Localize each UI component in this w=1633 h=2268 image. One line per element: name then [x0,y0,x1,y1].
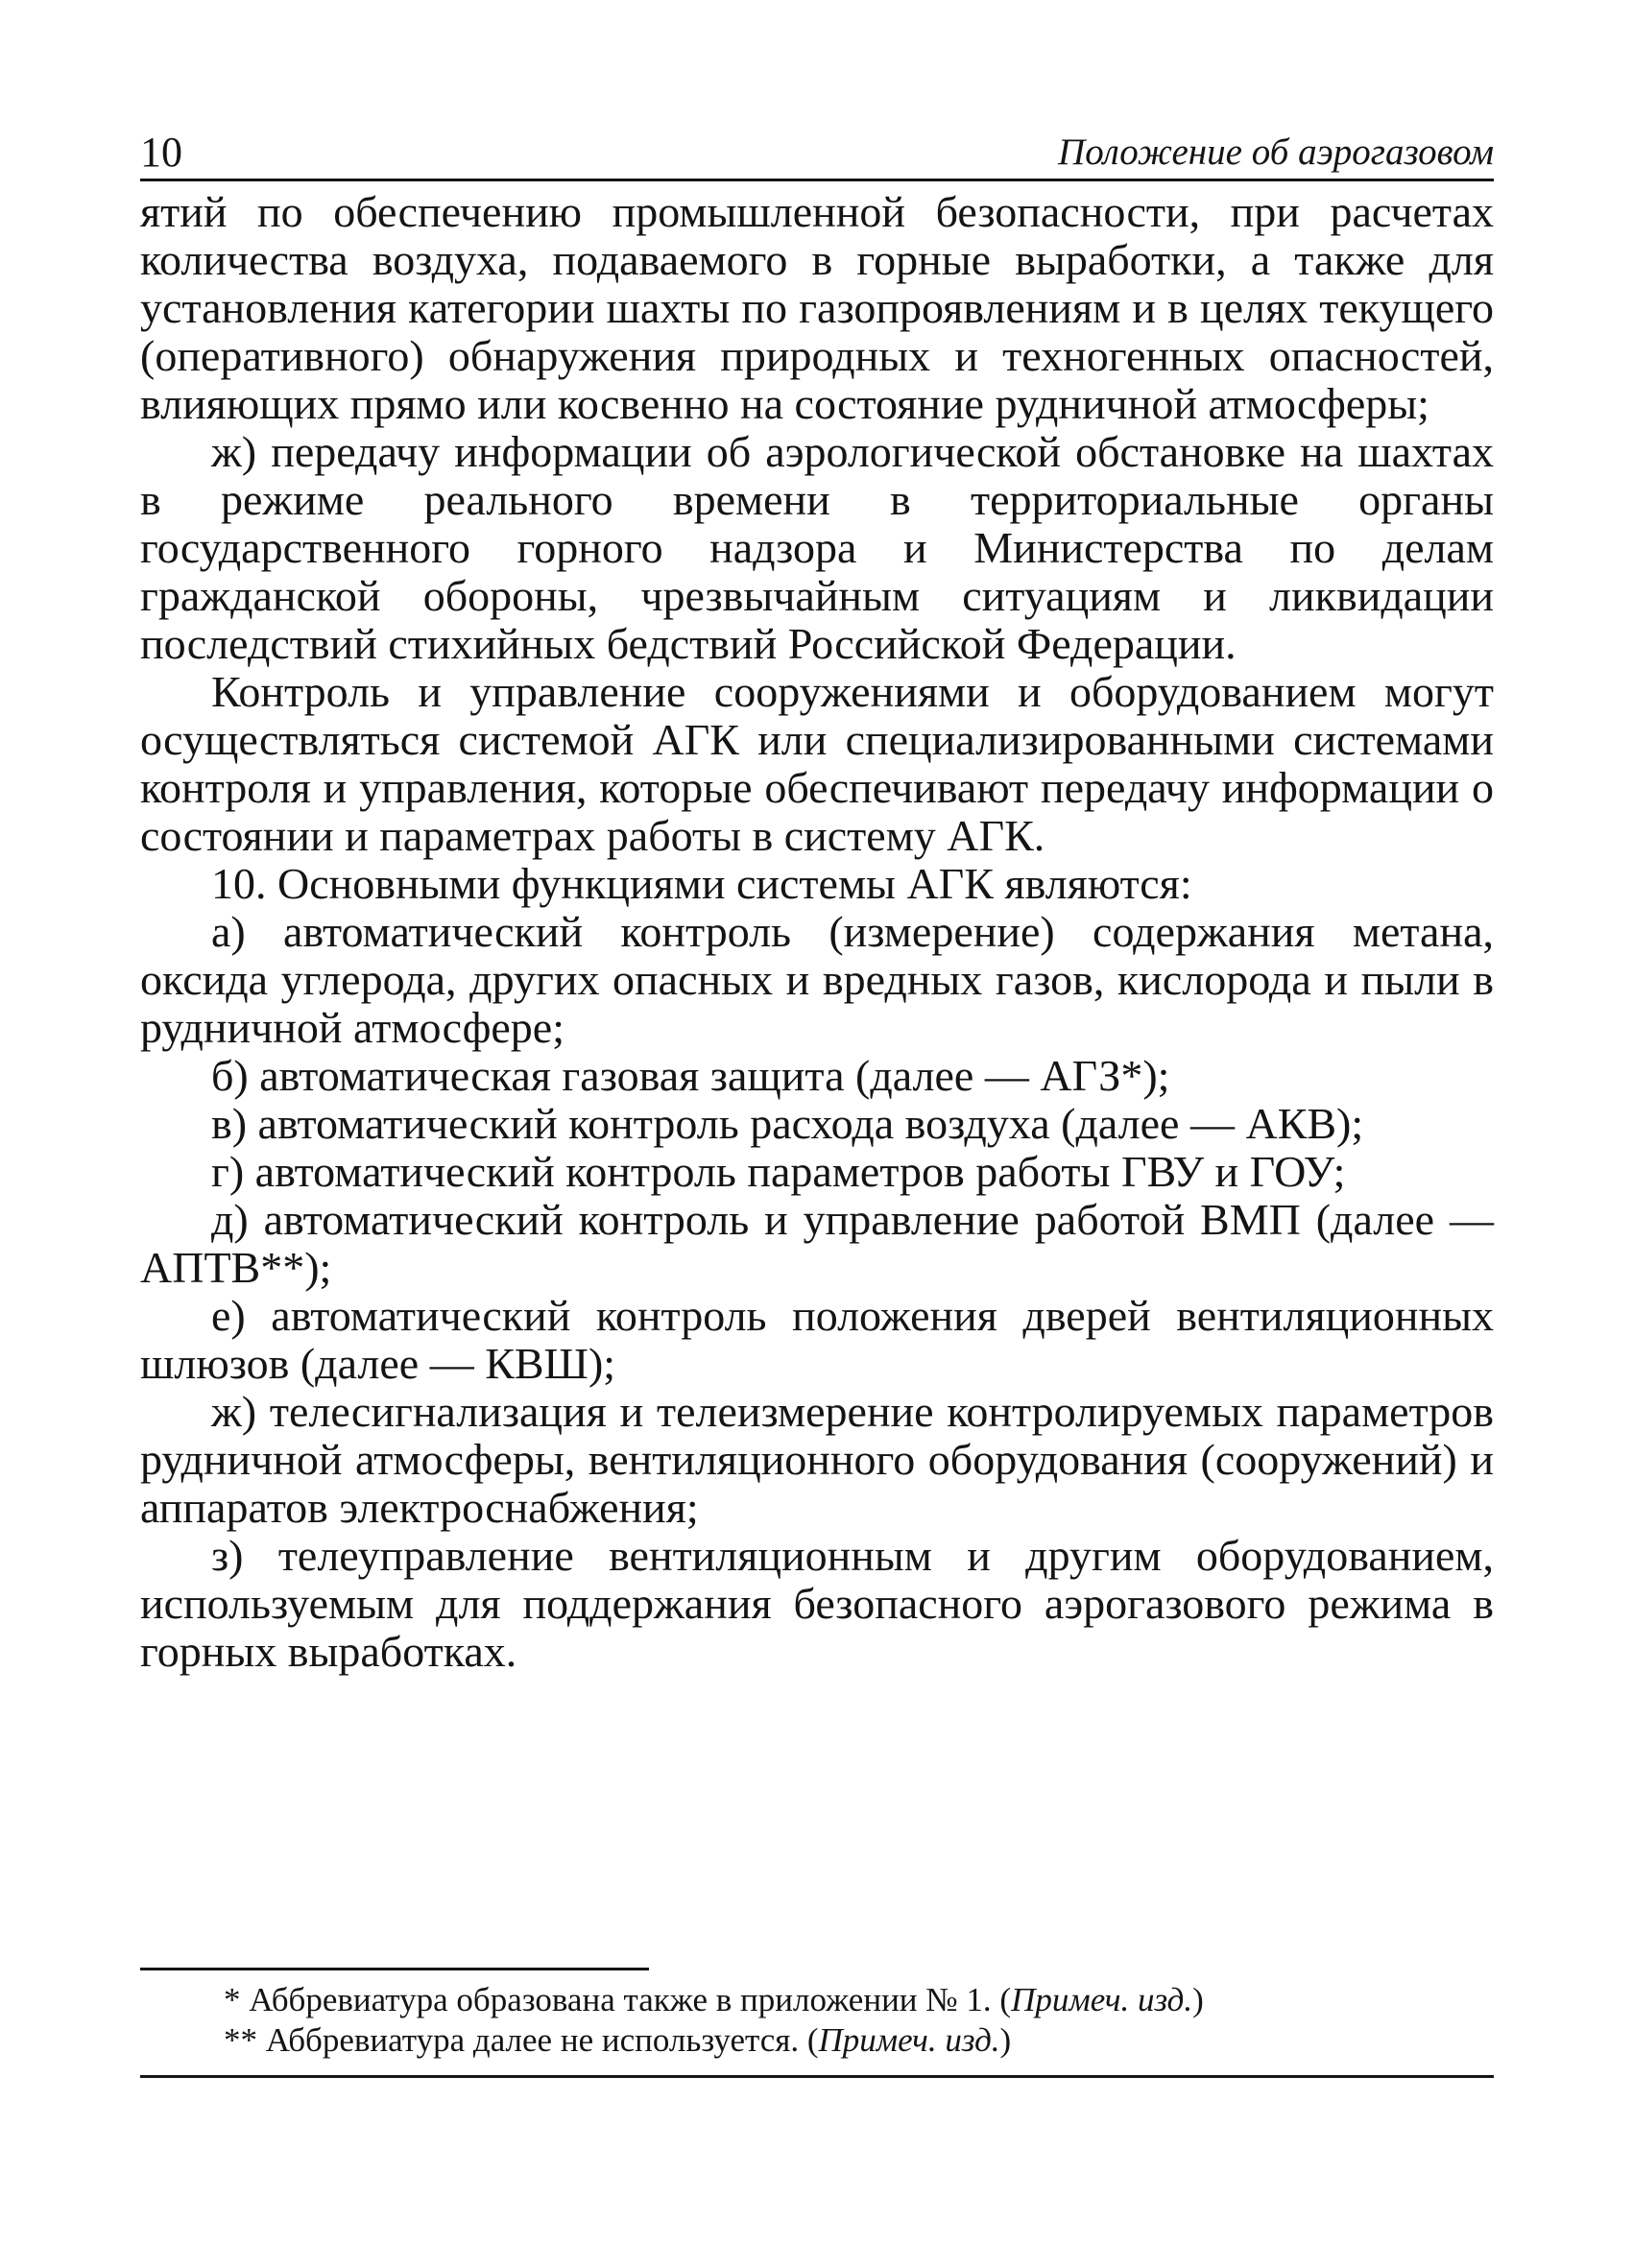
footnote-1 [140,1980,1494,2020]
running-header [140,129,1494,177]
bottom-rule [140,2075,1494,2078]
page-number: 10 [140,129,182,176]
footnote-1-text: * Аббревиатура образована также в приложении № 1. ( [224,1981,1012,2018]
footnote-2-close: ) [999,2021,1012,2059]
list-item-d: д) автоматический контроль и управление работой ВМП (далее — АПТВ**); [140,1195,1494,1292]
list-item-e: е) автоматический контроль положения дверей вентиляционных шлюзов (далее — КВШ); [140,1291,1494,1388]
footnotes [140,1980,1494,2061]
footnote-2-text: ** Аббревиатура далее не используется. ( [224,2021,819,2059]
body-text [140,188,1494,1676]
list-item-g: г) автоматический контроль параметров работы ГВУ и ГОУ; [211,1147,1346,1196]
footnote-separator [140,1968,649,1970]
header-rule [140,179,1494,181]
paragraph-section-10: 10. Основными функциями системы АГК являются: [211,859,1192,908]
running-title: Положение об аэрогазовом [1058,131,1494,173]
paragraph-continuation: ятий по обеспечению промышленной безопасности, при расчетах количества воздуха, подаваемого в горные выработки, а также для установления категории шахты по газопроявлениям и в целях текущего (оперативного) обнаружения природных и техногенных опасностей, влияющих прямо или косвенно на состояние рудничной атмосферы; [140,187,1494,428]
paragraph-control: Контроль и управление сооружениями и оборудованием могут осуществляться системой АГК или специализированными системами контроля и управления, которые обеспечивают передачу информации о состоянии и параметрах работы в систему АГК. [140,667,1494,860]
footnote-1-note: Примеч. изд. [1011,1981,1193,2018]
paragraph-item-zh-info: ж) передачу информации об аэрологической обстановке на шахтах в режиме реального времени в территориальные органы государственного горного надзора и Министерства по делам гражданской обороны, чрезвычайным ситуациям и ликвидации последствий стихийных бедствий Российской Федерации. [140,427,1494,668]
list-item-v: в) автоматический контроль расхода воздуха (далее — АКВ); [211,1099,1364,1148]
list-item-b: б) автоматическая газовая защита (далее — АГЗ*); [211,1051,1170,1100]
list-item-z: з) телеуправление вентиляционным и другим оборудованием, используемым для поддержания безопасного аэрогазового режима в горных выработках. [140,1531,1494,1676]
list-item-a: а) автоматический контроль (измерение) содержания метана, оксида углерода, других опасных и вредных газов, кислорода и пыли в рудничной атмосфере; [140,907,1494,1052]
list-item-zh: ж) телесигнализация и телеизмерение контролируемых параметров рудничной атмосферы, вентиляционного оборудования (сооружений) и аппаратов электроснабжения; [140,1387,1494,1532]
footnote-2 [140,2020,1494,2061]
footnote-1-close: ) [1192,1981,1204,2018]
footnote-2-note: Примеч. изд. [818,2021,1000,2059]
